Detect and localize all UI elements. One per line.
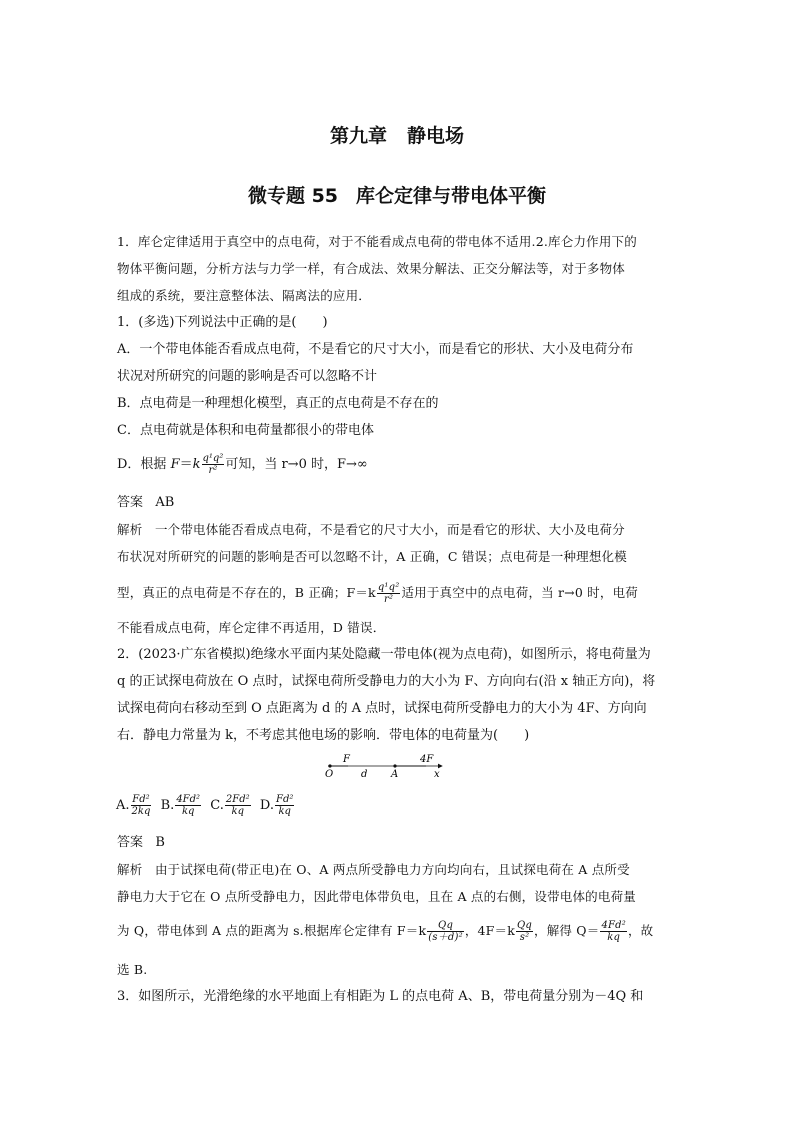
q1-explanation-line-3: 型，真正的点电荷是不存在的，B 正确；F＝k $\frac{\text{q¹q²}}{\text{r²}}$ 适用于真空中的点电荷，当 r→0 时，电荷 <box>117 582 638 605</box>
label-4f: 4F <box>420 754 434 765</box>
chapter-title: 静电场 <box>407 125 465 147</box>
q2-stem-line-1: 2．(2023·广东省模拟)绝缘水平面内某处隐藏一带电体(视为点电荷)，如图所示，将电荷量为 <box>117 647 651 662</box>
q2-explanation-line-4: 选 B. <box>117 962 148 977</box>
q2-stem-line-4: 右．静电力常量为 k，不考虑其他电场的影响．带电体的电荷量为( ) <box>117 728 530 743</box>
q1-option-d-fraction: $\frac{\text{q¹q²}}{\text{r²}}$ <box>202 453 224 476</box>
q2-explanation-line-3: 为 Q，带电体到 A 点的距离为 s.根据库仑定律有 F＝k $\frac{Qq}{\text{(s＋d)²}}$ ，4F＝k $\frac{Qq}{\text{s²}}$ ，解得 Q＝ $\frac{\text{4Fd²}}{kq}$ ，故 <box>117 920 654 943</box>
q1-option-a-line-1: A．一个带电体能否看成点电荷，不是看它的尺寸大小，而是看它的形状、大小及电荷分布 <box>117 342 634 357</box>
label-a: A <box>391 769 399 780</box>
label-o: O <box>325 769 334 780</box>
label-d: d <box>361 769 368 780</box>
q2-answer: 答案 B <box>117 835 165 850</box>
q1-option-b: B．点电荷是一种理想化模型，真正的点电荷是不存在的 <box>117 396 439 411</box>
q1-option-d: D．根据 F＝k $\frac{\text{q¹q²}}{\text{r²}}$ 可知，当 r→0 时，F→∞ <box>117 453 368 476</box>
point-o <box>328 764 331 767</box>
q2-options <box>116 794 295 817</box>
chapter-heading <box>0 121 794 148</box>
q2-option-a: A. $\frac{\text{Fd²}}{2kq}$ <box>116 794 151 817</box>
label-f: F <box>343 754 350 765</box>
q1-answer: 答案 AB <box>117 495 175 510</box>
q2-axis-diagram <box>318 752 448 780</box>
q3-stem-line-1: 3．如图所示，光滑绝缘的水平地面上有相距为 L 的点电荷 A、B，带电荷量分别为－4Q 和 <box>117 989 644 1004</box>
q2-explanation-line-1: 解析 由于试探电荷(带正电)在 O、A 两点所受静电力方向均向右，且试探电荷在 A 点所受 <box>117 862 630 877</box>
q1-explanation-line-1: 解析 一个带电体能否看成点电荷，不是看它的尺寸大小，而是看它的形状、大小及电荷分 <box>117 522 625 537</box>
q2-stem-line-3: 试探电荷向右移动至到 O 点距离为 d 的 A 点时，试探电荷所受静电力的大小为 4F、方向向 <box>117 701 647 716</box>
q1-explanation-line-2: 布状况对所研究的问题的影响是否可以忽略不计，A 正确，C 错误；点电荷是一种理想化模 <box>117 549 627 564</box>
topic-label: 微专题 55 <box>247 185 339 207</box>
topic-title: 库仑定律与带电体平衡 <box>356 185 547 207</box>
q1-explanation-line-4: 不能看成点电荷，库仑定律不再适用，D 错误． <box>117 620 386 635</box>
q2-option-b: B. $\frac{\text{4Fd²}}{kq}$ <box>160 794 201 817</box>
intro-line-2: 物体平衡问题，分析方法与力学一样，有合成法、效果分解法、正交分解法等，对于多物体 <box>117 261 626 276</box>
q2-option-c: C. $\frac{\text{2Fd²}}{kq}$ <box>210 794 250 817</box>
q1-option-a-line-2: 状况对所研究的问题的影响是否可以忽略不计 <box>117 369 378 384</box>
intro-line-1: 1．库仑定律适用于真空中的点电荷，对于不能看成点电荷的带电体不适用.2.库仑力作用下的 <box>117 234 637 249</box>
q2-option-d: D. $\frac{\text{Fd²}}{kq}$ <box>259 794 294 817</box>
topic-heading <box>0 181 794 208</box>
point-a <box>393 764 396 767</box>
q2-stem-line-2: q 的正试探电荷放在 O 点时，试探电荷所受静电力的大小为 F、方向向右(沿 x 轴正方向)，将 <box>117 674 656 689</box>
chapter-number: 第九章 <box>329 125 387 147</box>
q1-explanation-fraction: $\frac{\text{q¹q²}}{\text{r²}}$ <box>377 582 400 605</box>
q1-stem: 1．(多选)下列说法中正确的是( ) <box>117 315 328 330</box>
q2-explanation-line-2: 静电力大于它在 O 点所受静电力，因此带电体带负电，且在 A 点的右侧，设带电体的电荷量 <box>117 889 636 904</box>
intro-line-3: 组成的系统，要注意整体法、隔离法的应用． <box>117 288 372 303</box>
q1-option-c: C．点电荷就是体积和电荷量都很小的带电体 <box>117 423 374 438</box>
label-x: x <box>434 769 440 780</box>
